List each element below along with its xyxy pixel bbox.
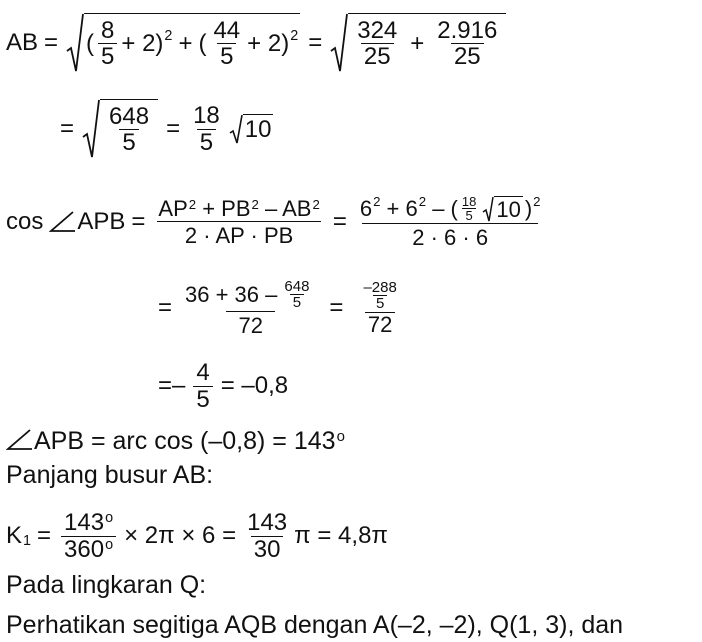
arc-length-heading: Panjang busur AB:: [6, 461, 214, 489]
radical-sign-icon: [229, 114, 243, 144]
fraction-8-5: $\frac{8}{5}$: [98, 18, 117, 69]
fraction-2916-25: $\frac{2.916}{25}$: [437, 16, 498, 70]
fraction-18-5-small: $\frac{18}{5}$: [461, 193, 477, 224]
equals-sign: =: [60, 115, 75, 142]
square-root-expression: [82, 99, 158, 159]
fraction-minus288-5: $\frac{-288}{5}$: [363, 278, 397, 313]
angle-icon: [6, 429, 32, 451]
k1-equation-line: K 1 = $\frac{143^o}{360^o}$ × 2π × 6 = $\frac{143}{30}$ π = 4,8π: [6, 509, 388, 563]
square-root-expression: $\frac{324}{25}$ + $\frac{2.916}{25}$: [330, 13, 506, 73]
circle-q-heading: Pada lingkaran Q:: [6, 571, 207, 599]
fraction-648-5-small: $\frac{648}{5}$: [284, 277, 310, 312]
fraction-4-5: $\frac{4}{5}$: [193, 360, 212, 411]
equals-sign: =: [166, 115, 181, 142]
radical-sign-icon: [330, 13, 348, 73]
radical-sign-icon: [66, 13, 84, 73]
cosine-value-line: =– $\frac{4}{5}$ = –0,8: [158, 359, 289, 413]
ab-result-line: [54, 98, 275, 160]
fraction-648-5: $\frac{648}{5}$: [109, 102, 150, 156]
ab-label: AB: [6, 29, 39, 56]
ab-equation-line: [6, 12, 508, 74]
numerator-fraction: 36 + 36 – $\frac{648}{5}$ 72: [182, 279, 319, 338]
fraction-18-5: $\frac{18}{5}$: [193, 102, 220, 156]
radical-sign-icon: [82, 99, 100, 159]
cos-label: cos: [6, 208, 44, 235]
negative-288-fraction: $\frac{\frac{-288}{5}}{72}$: [353, 280, 406, 337]
angle-apb-line: APB = arc $\cos (-0,8) = 143^o$: [6, 426, 345, 460]
cosine-simplify-line: = 36 + 36 – $\frac{648}{5}$ 72 = $\frac{\frac{-288}{5}}{72}$: [152, 274, 411, 342]
k-label: K: [6, 522, 23, 549]
fraction-143-360: $\frac{143^o}{360^o}$: [61, 510, 116, 561]
triangle-aqb-text: Perhatikan segitiga AQB dengan A(–2, –2), Q(1, 3), dan: [6, 611, 624, 639]
square-root-10: 10: [229, 114, 274, 144]
fraction-44-5: $\frac{44}{5}$: [213, 16, 241, 70]
angle-icon: [49, 211, 75, 233]
square-root-10-small: 10: [482, 196, 522, 222]
radical-sign-icon: [482, 196, 494, 222]
square-root-expression: ( $\frac{8}{5}$ + 2) 2 + ( $\frac{44}{5}$ + 2) 2: [66, 13, 300, 73]
equals-sign: =: [308, 29, 323, 56]
cosine-apb-line: cos APB = $\frac{AP^2 + PB^2 - AB^2}{2 \cdot AP \cdot PB}$ = 6 2 + 6 2 – ( $\frac{18}{5}$ 10 ) 2 2 · 6 · 6: [6, 190, 548, 254]
substituted-fraction: 6 2 + 6 2 – ( $\frac{18}{5}$ 10 ) 2 2 · 6 · 6: [359, 193, 541, 251]
law-of-cosines-fraction: $\frac{AP^2 + PB^2 - AB^2}{2 \cdot AP \cdot PB}$: [158, 196, 320, 248]
fraction-324-25: $\frac{324}{25}$: [357, 16, 398, 70]
equals-sign: =: [44, 29, 59, 56]
fraction-143-30: $\frac{143}{30}$: [247, 509, 288, 563]
apb-label: APB: [77, 208, 126, 235]
